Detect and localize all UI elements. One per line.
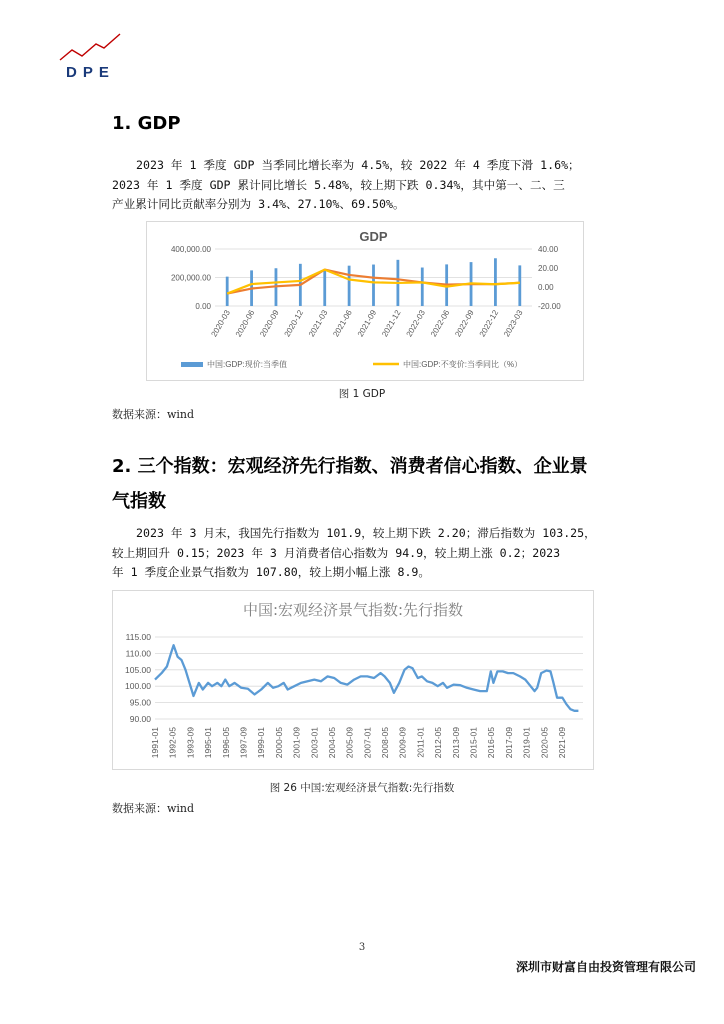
leading-index-x-tick-label: 2007-01 <box>362 727 373 759</box>
gdp-legend-swatch-bar <box>181 362 203 367</box>
gdp-chart-frame <box>146 221 584 381</box>
gdp-x-tick-label: 2020-03 <box>209 308 232 339</box>
section1-line-2: 2023 年 1 季度 GDP 累计同比增长 5.48%，较上期下跌 0.34%，其中第一、二、三 <box>112 177 565 192</box>
gdp-legend-label-bar: 中国:GDP:现价:当季值 <box>207 360 288 369</box>
page-number: 3 <box>358 942 366 953</box>
gdp-x-tick-label: 2020-09 <box>258 308 281 339</box>
leading-index-x-tick-label: 1996-05 <box>220 727 231 759</box>
leading-index-y-tick-label: 100.00 <box>125 681 151 692</box>
gdp-x-tick-label: 2023-03 <box>502 308 525 339</box>
company-name: 深圳市财富自由投资管理有限公司 <box>515 960 696 974</box>
section2-line-2: 较上期回升 0.15；2023 年 3 月消费者信心指数为 94.9，较上期上涨 0.2；2023 <box>112 545 561 560</box>
gdp-bar <box>518 265 521 306</box>
section1-line-3: 产业累计同比贡献率分别为 3.4%、27.10%、69.50%。 <box>112 197 405 211</box>
gdp-x-tick-label: 2022-09 <box>453 308 476 339</box>
section1-paragraph <box>112 156 580 215</box>
gdp-x-tick-label: 2020-12 <box>282 308 306 339</box>
leading-index-x-tick-label: 2008-05 <box>380 727 391 759</box>
leading-index-x-tick-label: 2001-09 <box>291 727 302 759</box>
gdp-legend-label-line: 中国:GDP:不变价:当季同比（%） <box>403 360 523 369</box>
leading-index-x-tick-label: 2011-01 <box>415 727 426 758</box>
leading-index-x-tick-label: 2000-05 <box>273 727 284 759</box>
gdp-right-tick-label: 40.00 <box>538 245 559 254</box>
leading-index-x-tick-label: 1991-01 <box>150 727 160 759</box>
leading-index-y-tick-label: 110.00 <box>125 648 151 659</box>
leading-index-x-tick-label: 2021-09 <box>556 727 567 759</box>
gdp-data-source: 数据来源：wind <box>112 408 195 421</box>
leading-index-data-source: 数据来源：wind <box>112 802 195 815</box>
gdp-chart <box>147 222 583 380</box>
leading-index-x-tick-label: 1997-09 <box>238 727 249 759</box>
leading-index-x-tick-label: 2013-09 <box>450 727 461 759</box>
gdp-x-tick-label: 2021-12 <box>380 308 403 339</box>
gdp-bar <box>421 268 424 306</box>
gdp-bar <box>494 258 497 306</box>
gdp-left-tick-label: 200,000.00 <box>170 273 211 283</box>
section2-heading-line1: 2. 三个指数：宏观经济先行指数、消费者信心指数、企业景 <box>112 456 588 477</box>
leading-index-figure-caption: 图 26 中国:宏观经济景气指数:先行指数 <box>269 782 455 794</box>
gdp-x-tick-label: 2022-12 <box>477 308 501 339</box>
gdp-x-tick-label: 2021-09 <box>355 308 379 339</box>
leading-index-x-tick-label: 2003-01 <box>309 727 320 759</box>
gdp-x-tick-label: 2020-06 <box>233 308 257 339</box>
leading-index-chart <box>113 591 593 769</box>
gdp-left-tick-label: 0.00 <box>195 302 211 311</box>
dpe-logo-swoosh <box>56 30 126 66</box>
section2-line-1: 2023 年 3 月末，我国先行指数为 101.9，较上期下跌 2.20；滞后指数为 103.25， <box>136 526 596 540</box>
gdp-bar <box>372 265 375 306</box>
leading-index-x-tick-label: 2015-01 <box>468 727 479 759</box>
gdp-right-tick-label: 20.00 <box>538 264 559 273</box>
leading-index-y-tick-label: 95.00 <box>129 697 151 708</box>
leading-index-x-tick-label: 2019-01 <box>521 727 532 759</box>
gdp-x-tick-label: 2021-03 <box>306 308 330 339</box>
section1-heading: 1. GDP <box>112 113 181 134</box>
gdp-x-tick-label: 2022-03 <box>404 308 428 339</box>
gdp-x-tick-label: 2021-06 <box>331 308 354 339</box>
leading-index-y-tick-label: 90.00 <box>129 714 151 724</box>
leading-index-x-tick-label: 1992-05 <box>167 727 178 759</box>
dpe-logo-text: DPE <box>66 64 115 81</box>
section1-line-1: 2023 年 1 季度 GDP 当季同比增长率为 4.5%，较 2022 年 4 季度下滑 1.6%； <box>136 158 580 172</box>
section2-line-3: 年 1 季度企业景气指数为 107.80，较上期小幅上涨 8.9。 <box>112 565 431 579</box>
leading-index-x-tick-label: 1999-01 <box>256 727 267 759</box>
leading-index-x-tick-label: 1993-09 <box>185 727 196 759</box>
gdp-bar <box>323 271 326 306</box>
leading-index-x-tick-label: 2005-09 <box>344 727 355 759</box>
leading-index-x-tick-label: 2020-05 <box>539 727 550 759</box>
leading-index-chart-frame <box>112 590 594 770</box>
gdp-bar <box>226 277 229 306</box>
section2-paragraph <box>112 524 596 583</box>
leading-index-chart-title: 中国:宏观经济景气指数:先行指数 <box>242 601 464 619</box>
gdp-right-tick-label: -20.00 <box>538 302 561 311</box>
gdp-right-tick-label: 0.00 <box>538 283 554 292</box>
leading-index-x-tick-label: 2012-05 <box>433 727 444 759</box>
leading-index-line <box>155 645 578 711</box>
gdp-left-tick-label: 400,000.00 <box>170 245 211 254</box>
section2-heading-line2: 气指数 <box>112 491 166 512</box>
leading-index-y-tick-label: 105.00 <box>125 664 151 675</box>
leading-index-x-tick-label: 2004-05 <box>326 727 337 759</box>
gdp-bar <box>348 266 351 306</box>
gdp-figure-caption: 图 1 GDP <box>338 388 386 400</box>
leading-index-x-tick-label: 2016-05 <box>486 727 497 759</box>
leading-index-x-tick-label: 1995-01 <box>203 727 214 759</box>
leading-index-x-tick-label: 2017-09 <box>503 727 514 759</box>
leading-index-x-tick-label: 2009-09 <box>397 727 408 759</box>
gdp-x-tick-label: 2022-06 <box>428 308 452 339</box>
gdp-chart-title: GDP <box>359 229 388 244</box>
leading-index-y-tick-label: 115.00 <box>125 632 151 642</box>
